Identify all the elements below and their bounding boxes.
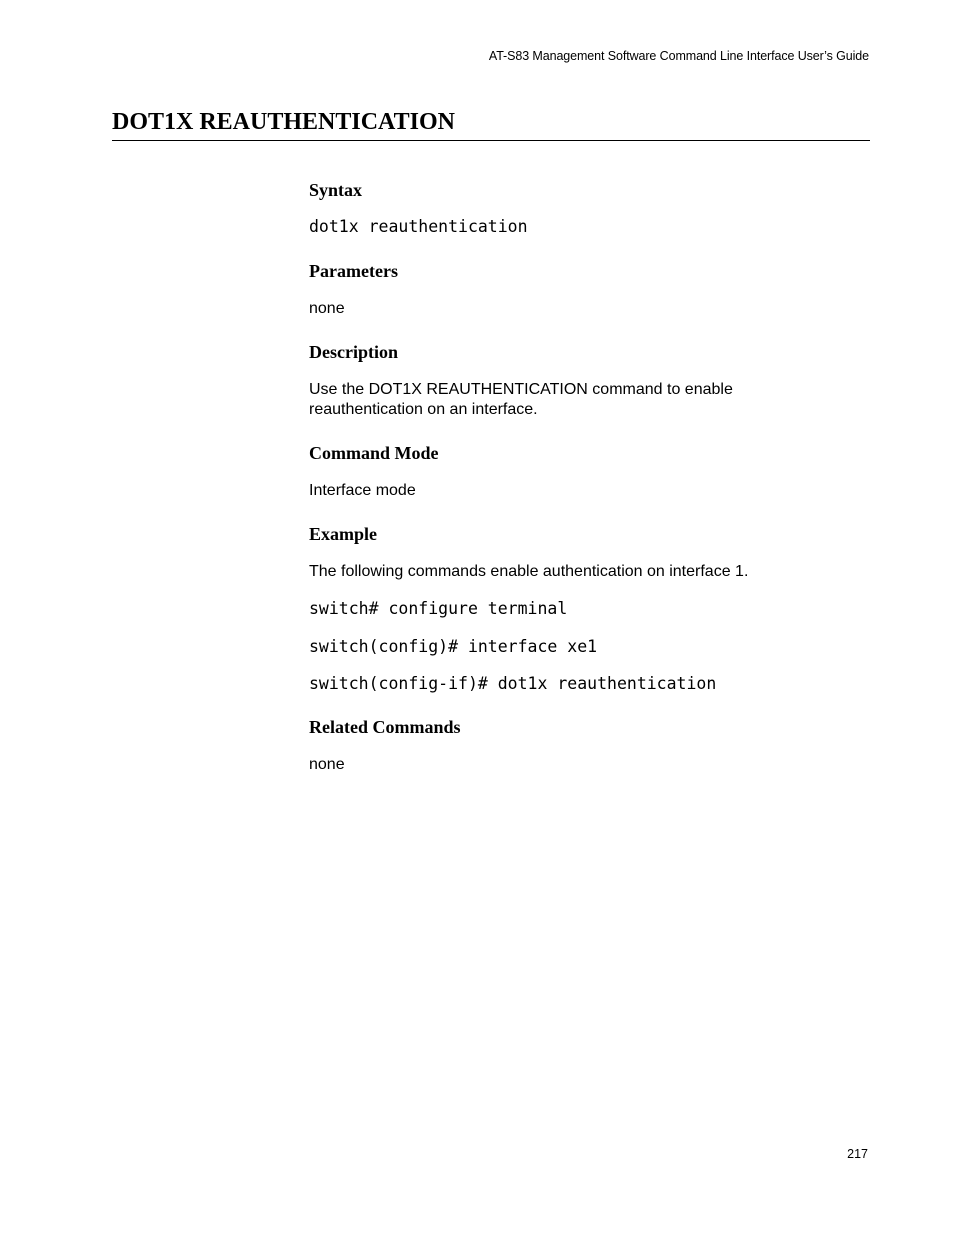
page-number: 217 — [847, 1147, 868, 1161]
description-line-1: Use the DOT1X REAUTHENTICATION command to enable — [309, 381, 733, 398]
running-header: AT-S83 Management Software Command Line Interface User’s Guide — [488, 49, 869, 63]
example-intro: The following commands enable authentication on interface 1. — [309, 563, 749, 580]
syntax-code: dot1x reauthentication — [309, 217, 528, 236]
command-mode-heading: Command Mode — [309, 443, 439, 463]
page-title: DOT1X REAUTHENTICATION — [112, 109, 455, 135]
command-mode-text: Interface mode — [309, 482, 416, 499]
example-command: switch(config-if)# dot1x reauthentication — [309, 674, 717, 693]
description-line-2: reauthentication on an interface. — [309, 401, 538, 418]
example-heading: Example — [309, 524, 378, 544]
parameters-text: none — [309, 300, 345, 317]
example-command: switch# configure terminal — [309, 599, 568, 618]
syntax-heading: Syntax — [309, 180, 363, 200]
related-commands-text: none — [309, 756, 345, 773]
parameters-heading: Parameters — [309, 261, 398, 281]
example-command: switch(config)# interface xe1 — [309, 637, 598, 656]
related-commands-heading: Related Commands — [309, 717, 461, 737]
description-heading: Description — [309, 342, 398, 362]
title-rule — [112, 140, 870, 141]
